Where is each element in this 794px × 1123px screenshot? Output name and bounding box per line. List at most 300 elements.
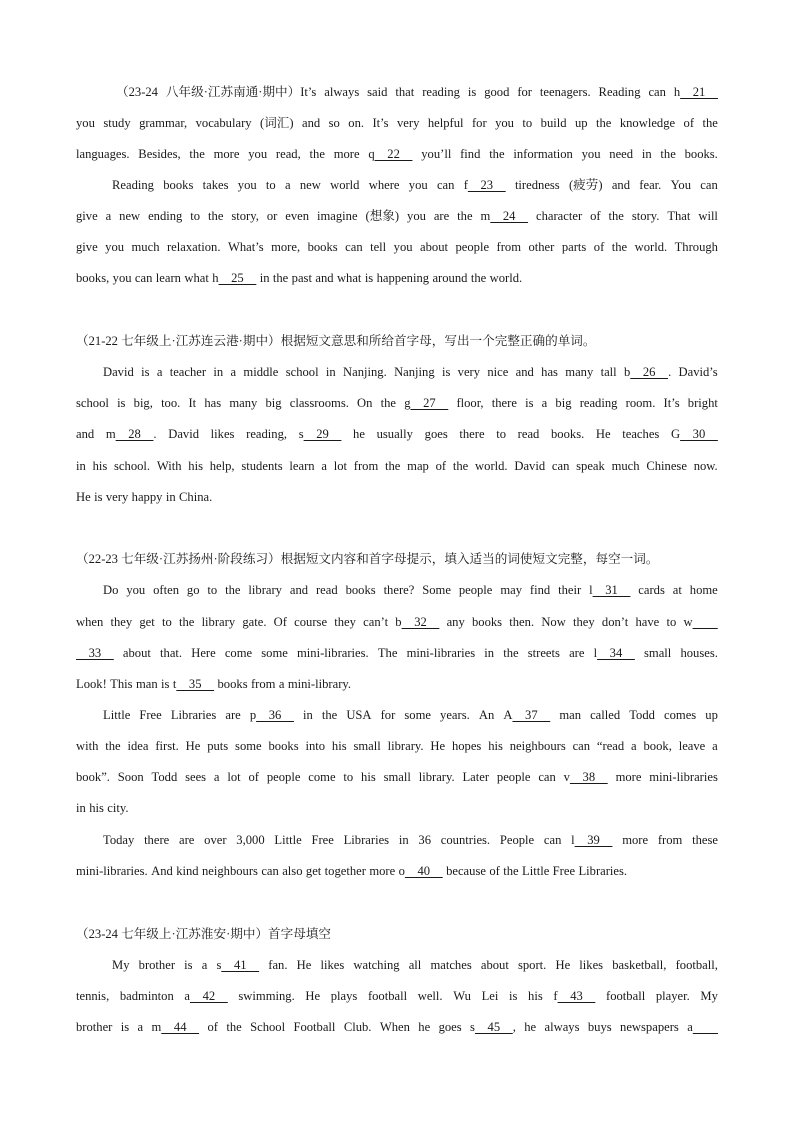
word: are [433,209,450,223]
word: many [565,365,594,379]
word: 36 [418,833,431,847]
word: a [105,209,112,223]
word: more [369,864,396,878]
word: of [590,209,601,223]
word: and [289,583,309,597]
word: have [635,615,660,629]
word: That [667,209,691,223]
word: they [573,615,595,629]
text-line [76,987,718,1005]
word: happening [376,271,430,285]
answer-blank[interactable]: 33 [76,646,114,660]
answer-blank[interactable]: v 38 [563,770,608,784]
word: teaches [622,427,660,441]
word: you [105,240,125,254]
word: Through [674,240,718,254]
text-line [76,114,718,132]
word: On [357,396,373,410]
word: reading [579,396,618,410]
word: mini-library. [287,677,352,691]
word: to [666,615,677,629]
word: the [702,116,718,130]
word: home [689,583,718,597]
word: his [528,989,543,1003]
word: watching [353,958,400,972]
word: This [110,677,133,691]
word: in [325,365,336,379]
word: can [648,85,666,99]
answer-blank[interactable]: G 30 [670,427,718,441]
word: reading, [246,427,288,441]
word: much [131,240,160,254]
word: come [224,646,253,660]
word: to [190,209,201,223]
word: his [331,739,347,753]
word: help, [209,459,235,473]
word: much [611,459,640,473]
word: the [321,708,338,722]
word: with [76,739,99,753]
word: and [611,178,631,192]
word: is [509,989,518,1003]
word: streets [527,646,560,660]
word: Look! [76,677,107,691]
word: a [712,739,718,753]
word: football [367,989,408,1003]
answer-blank[interactable]: m 44 [151,1020,200,1034]
word: some [235,739,262,753]
word: When [379,1020,410,1034]
word: read, [275,147,301,161]
word: Free [552,864,576,878]
text-line [76,675,718,693]
word: big, [133,396,153,410]
answer-blank[interactable]: q 22 [368,147,413,161]
word: now. [693,459,718,473]
word: teacher [169,365,207,379]
word: build [540,116,567,130]
word: Libraries [170,708,217,722]
word: at [672,583,682,597]
word: in [641,147,652,161]
word: first. [155,739,179,753]
word: the [380,396,397,410]
word: Later [462,770,490,784]
word: Todd [629,708,655,722]
word: new [119,209,141,223]
word: from [250,677,276,691]
word: the [503,646,519,660]
word: always [324,85,360,99]
word: Todd [151,770,178,784]
word: goes [438,1020,462,1034]
word: Soon [117,770,144,784]
answer-blank[interactable]: m 28 . [105,427,157,441]
word: give [76,209,98,223]
word: together [324,864,366,878]
word: is [364,271,374,285]
word: mini-libraries. [297,646,369,660]
word: has [204,396,222,410]
word: all [408,958,422,972]
word: likes [210,427,235,441]
word: books [471,615,503,629]
word: books. [551,427,585,441]
word: can’t [363,615,389,629]
answer-blank[interactable]: l 34 [593,646,635,660]
word: read [517,427,540,441]
word: in [165,490,176,504]
word: you [495,116,514,130]
word: idea [127,739,149,753]
word: books [217,677,248,691]
answer-blank[interactable]: h 21 [673,85,718,99]
word: school [76,396,109,410]
word: that. [160,646,183,660]
word: He [296,958,312,972]
word: lot [227,770,241,784]
word: books [345,583,376,597]
word: students [241,459,283,473]
word: then. [509,615,535,629]
word: you [581,147,601,161]
word: Free [139,708,162,722]
word: a [541,396,548,410]
word: can [436,178,455,192]
answer-blank[interactable]: A 37 [503,708,551,722]
word: get [305,864,322,878]
word: are [179,833,195,847]
word: because [446,864,486,878]
word: Libraries [343,833,390,847]
word: big [265,396,282,410]
text-line [76,457,718,475]
word: to [265,178,276,192]
text-line [76,488,718,506]
word: small [383,770,411,784]
word: tennis, [76,989,110,1003]
word: of [593,240,605,254]
word: you [237,178,257,192]
word: you [393,240,413,254]
word: Free [311,833,334,847]
word: also [282,864,303,878]
word: many [229,396,258,410]
word: is [141,365,150,379]
word: about [420,240,448,254]
word: teenagers. [539,85,591,99]
word: mini-libraries [406,646,476,660]
word: vocabulary [195,116,252,130]
word: in [302,708,313,722]
word: likes [320,958,345,972]
word: and [76,427,95,441]
word: he [418,1020,431,1034]
word: mini-libraries [649,770,718,784]
answer-blank[interactable]: g 27 [404,396,449,410]
word: (疲劳) [568,178,603,192]
word: can [572,739,591,753]
word: learn [289,459,315,473]
word: He [430,739,446,753]
word: a [156,365,163,379]
word: of [683,116,695,130]
word: leave [678,739,706,753]
word: It’s [372,116,389,130]
word: people [266,770,301,784]
answer-blank[interactable]: s 41 [216,958,260,972]
word: you [112,271,132,285]
word: reading [422,85,460,99]
answer-blank[interactable]: a 42 [184,989,228,1003]
word: the [457,209,473,223]
word: matches [430,958,472,972]
word: big [555,396,572,410]
word: USA [346,708,372,722]
word: in [398,833,409,847]
word: can [134,271,153,285]
word: read [315,583,338,597]
answer-blank[interactable]: s 45 , [470,1020,516,1034]
word: People [499,833,535,847]
answer-blank[interactable]: p 36 [249,708,294,722]
word: his [361,770,376,784]
word: the [596,116,612,130]
text-line [76,799,718,817]
word: can [538,770,556,784]
word: for [380,708,396,722]
answer-blank[interactable]: l 31 [589,583,631,597]
word: And [151,864,173,878]
word: and [302,116,321,130]
word: is [161,677,170,691]
word: fear. [639,178,662,192]
word: up [705,708,718,722]
word: the [225,583,241,597]
word: people [455,240,490,254]
word: a [230,365,237,379]
word: to [207,583,218,597]
word: more [213,147,240,161]
word: brother [138,958,176,972]
word: brother [76,1020,113,1034]
word: you [248,147,268,161]
word: the [503,864,519,878]
word: buys [587,1020,612,1034]
word: are [225,708,241,722]
answer-blank[interactable]: b 26 . [623,365,672,379]
answer-blank[interactable]: f 23 [463,178,506,192]
word: what [336,271,362,285]
word: may [500,583,522,597]
word: He [595,427,611,441]
word: comes [664,708,697,722]
answer-blank[interactable]: t 35 [172,677,215,691]
word: speak [576,459,605,473]
word: over [204,833,227,847]
word: you’ll [421,147,452,161]
word: any [446,615,465,629]
word: you [126,583,146,597]
word: What’s [227,240,264,254]
answer-blank[interactable]: w [683,615,693,629]
word: books, [76,271,110,285]
word: houses. [680,646,718,660]
word: these [692,833,718,847]
word: the [178,615,195,629]
word: books [268,739,299,753]
word: David’s [678,365,718,379]
section-heading: （23-24 七年级上·江苏淮安·期中）首字母填空 [76,927,332,941]
word: With [156,459,182,473]
word: their [558,583,582,597]
word: Of [273,615,287,629]
word: are [569,646,585,660]
word: “read [596,739,625,753]
word: player. [655,989,690,1003]
word: My [112,958,130,972]
text-line [76,768,718,786]
word: the [660,147,676,161]
word: there [491,396,517,410]
answer-blank[interactable]: o 40 [398,864,443,878]
word: so [328,116,340,130]
word: more [333,147,360,161]
text-line [76,737,718,755]
word: puts [207,739,229,753]
word: tall [600,365,617,379]
text-line [112,176,718,194]
word: to [522,116,533,130]
word: tell [370,240,387,254]
word: into [305,739,326,753]
text-line [76,394,718,412]
word: grammar, [139,116,188,130]
word: Reading [598,85,641,99]
word: get [139,615,155,629]
answer-blank[interactable]: b 32 [395,615,440,629]
word: the [272,271,289,285]
word: goes [424,427,448,441]
word: up [574,116,588,130]
word: It [188,396,197,410]
text-line [112,956,718,974]
answer-blank[interactable]: f 43 [553,989,596,1003]
word: can [261,864,279,878]
word: very [457,365,481,379]
word: neighbours [509,739,566,753]
word: Lei [481,989,499,1003]
word: Football [293,1020,336,1034]
word: plays [330,989,358,1003]
word: mini-libraries. [76,864,148,878]
word: David [103,365,134,379]
word: can [551,459,570,473]
word: lot [333,459,347,473]
word: cards [638,583,665,597]
word: he [353,427,365,441]
answer-blank[interactable]: h 25 [212,271,257,285]
word: they [334,615,356,629]
word: the [470,271,487,285]
word: learn [155,271,181,285]
word: of [435,459,447,473]
word: room. [625,396,656,410]
word: the [226,1020,242,1034]
word: study [103,116,131,130]
word: ending [148,209,183,223]
word: very [105,490,129,504]
word: from [657,833,683,847]
word: Do [103,583,119,597]
word: a [321,459,327,473]
word: China. [179,490,213,504]
answer-blank[interactable]: a [687,1020,693,1034]
text-line [76,613,718,631]
word: books. [684,147,718,161]
word: and [315,271,334,285]
word: called [590,708,621,722]
word: is [184,958,193,972]
word: a [278,677,285,691]
word: can [345,240,363,254]
word: Wu [453,989,471,1003]
word: tiredness [514,178,560,192]
text-line [103,581,718,599]
word: parts [561,240,587,254]
word: book”. [76,770,110,784]
word: books [307,240,338,254]
section-heading: （22-23 七年级·江苏扬州·阶段练习）根据短文内容和首字母提示，填入适当的词使短文完整，每空一词。 [76,552,659,566]
word: for [517,85,532,99]
word: people [496,770,531,784]
word: story, [231,209,259,223]
word: a [284,178,291,192]
word: around [432,271,468,285]
word: more [622,833,649,847]
word: David [514,459,546,473]
word: Nanjing [394,365,435,379]
section-heading: （21-22 七年级上·江苏连云港·期中）根据短文意思和所给首字母，写出一个完整正确的单词。 [76,334,596,348]
word: you [408,178,428,192]
word: can [700,178,718,192]
word: sees [185,770,207,784]
word: likes [579,958,604,972]
word: you [76,116,95,130]
word: some [261,646,288,660]
word: years. [440,708,470,722]
word: a [201,958,208,972]
word: Little [522,864,550,878]
word: can [543,833,562,847]
word: sport. [517,958,547,972]
word: even [285,209,310,223]
word: to [496,427,507,441]
word: from [496,240,521,254]
text-line [76,207,718,225]
word: Today [103,833,135,847]
answer-blank[interactable]: l 39 [571,833,613,847]
answer-blank[interactable]: s 29 [298,427,342,441]
word: is [94,490,103,504]
word: football, [675,958,718,972]
answer-blank[interactable]: m 24 [480,209,529,223]
word: he [524,1020,537,1034]
word: nice [487,365,509,379]
word: find [460,147,481,161]
word: world. [489,271,523,285]
word: other [528,240,555,254]
